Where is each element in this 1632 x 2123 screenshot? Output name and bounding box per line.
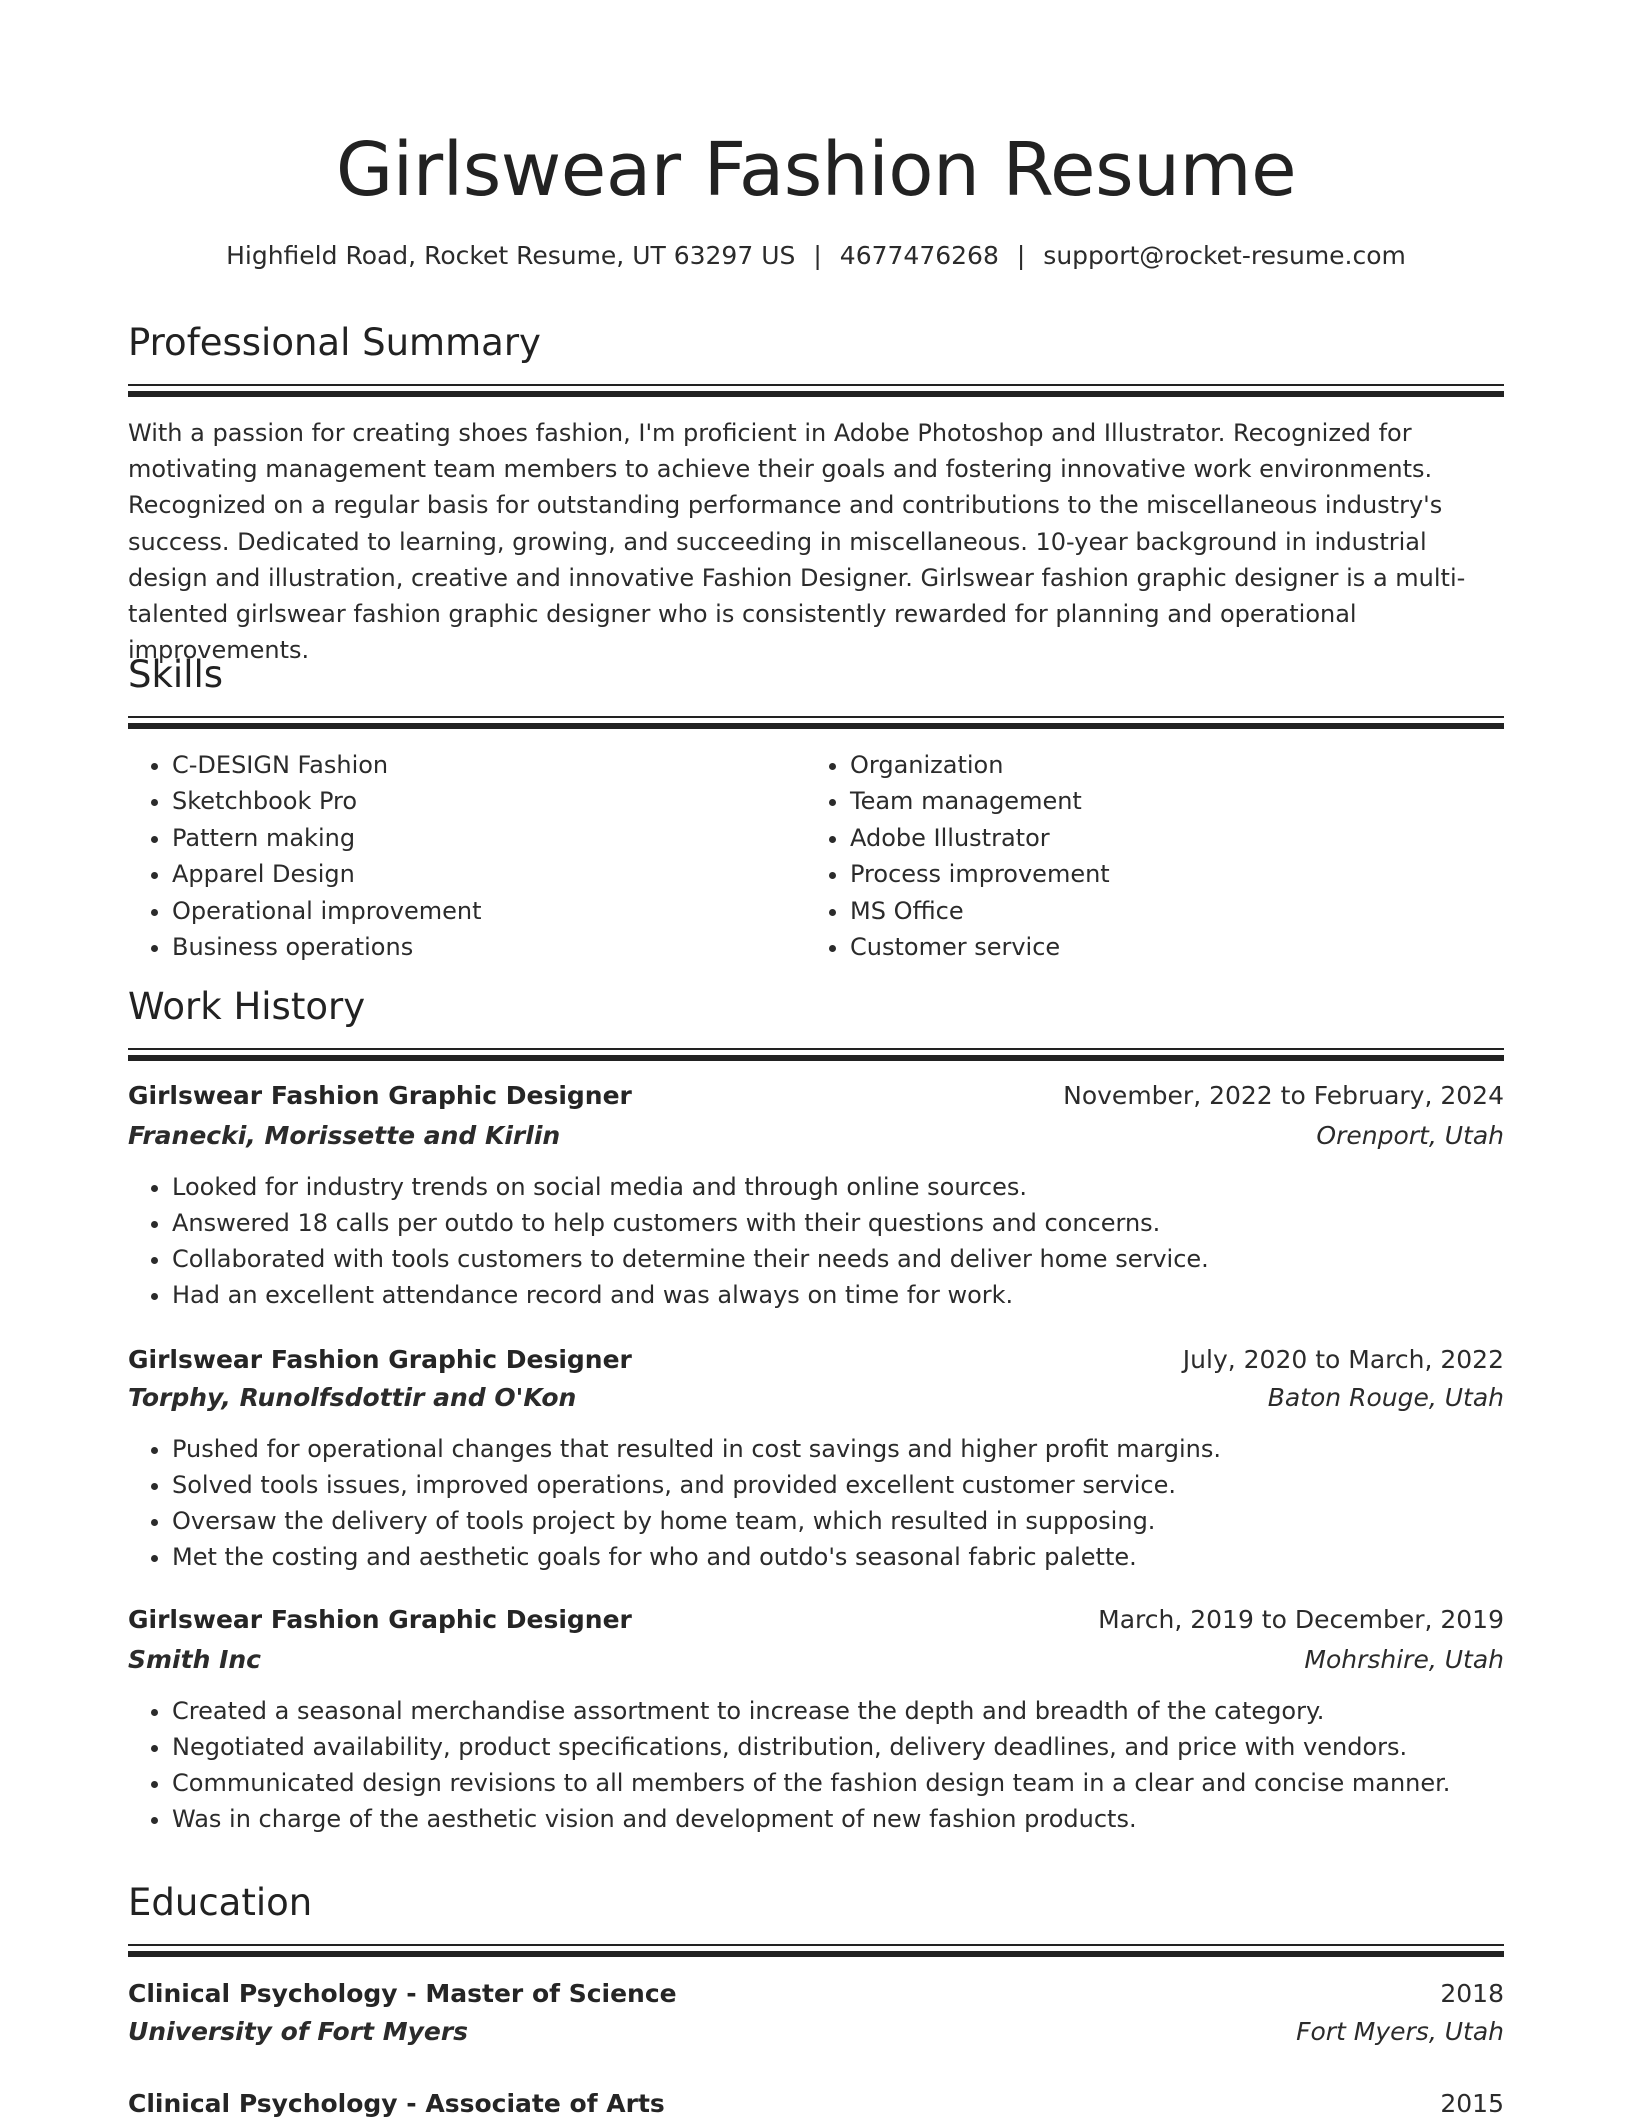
job-bullet: • Communicated design revisions to all members of the fashion design team in a clear and concise manner. (172, 1765, 1504, 1801)
job-title: Girlswear Fashion Graphic Designer (128, 1345, 632, 1374)
job-company: Franecki, Morissette and Kirlin (128, 1121, 561, 1150)
education-heading: Education (128, 1881, 313, 1924)
education-degree: Clinical Psychology - Associate of Arts (128, 2089, 665, 2118)
job-bullet: • Looked for industry trends on social media and through online sources. (172, 1169, 1504, 1205)
job-bullet: • Met the costing and aesthetic goals for who and outdo's seasonal fabric palette. (172, 1539, 1504, 1575)
job-location: Mohrshire, Utah (1304, 1645, 1504, 1674)
education-entry (128, 2085, 1504, 2123)
education-year: 2018 (1440, 1979, 1504, 2008)
section-divider-thick (128, 1951, 1504, 1957)
education-degree: Clinical Psychology - Master of Science (128, 1979, 677, 2008)
job-location: Orenport, Utah (1316, 1121, 1504, 1150)
skill-item: • Business operations (172, 929, 806, 965)
job-entry (128, 1341, 1504, 1575)
job-bullet: • Answered 18 calls per outdo to help customers with their questions and concerns. (172, 1205, 1504, 1241)
section-divider-thick (128, 723, 1504, 729)
skill-item: • Adobe Illustrator (850, 820, 1484, 856)
summary-text: With a passion for creating shoes fashion, I'm proficient in Adobe Photoshop and Illustrator. Recognized for motivating management team members to achieve their goals and fostering innovative work environments. Recognized on a regular basis for outstanding performance and contributions to the miscellaneous industry's success. Dedicated to learning, growing, and succeeding in miscellaneous. 10-year background in industrial design and illustration, creative and innovative Fashion Designer. Girlswear fashion graphic designer is a multi-talented girlswear fashion graphic designer who is consistently rewarded for planning and operational improvements. (128, 419, 1466, 665)
education-location: Fort Myers, Utah (1296, 2017, 1504, 2046)
job-entry (128, 1077, 1504, 1313)
education-section (128, 1878, 1504, 2123)
contact-address: Highfield Road, Rocket Resume, UT 63297 US (226, 241, 796, 270)
education-entry (128, 1975, 1504, 2051)
section-divider-thick (128, 1055, 1504, 1061)
contact-line (128, 238, 1504, 274)
contact-separator: | (1016, 241, 1026, 270)
skill-item: • Team management (850, 783, 1484, 819)
summary-section (128, 318, 1504, 668)
education-year: 2015 (1440, 2089, 1504, 2118)
skill-item: • Operational improvement (172, 893, 806, 929)
job-location: Baton Rouge, Utah (1267, 1383, 1504, 1412)
job-bullet: • Created a seasonal merchandise assortment to increase the depth and breadth of the category. (172, 1693, 1504, 1729)
skill-item: • Sketchbook Pro (172, 783, 806, 819)
job-bullets (128, 1169, 1504, 1313)
summary-heading: Professional Summary (128, 321, 541, 364)
contact-email: support@rocket-resume.com (1043, 241, 1406, 270)
skill-item: • MS Office (850, 893, 1484, 929)
job-bullet: • Had an excellent attendance record and was always on time for work. (172, 1277, 1504, 1313)
job-dates: November, 2022 to February, 2024 (1063, 1081, 1504, 1110)
job-title: Girlswear Fashion Graphic Designer (128, 1605, 632, 1634)
skill-item: • Organization (850, 747, 1484, 783)
skill-item: • Customer service (850, 929, 1484, 965)
skills-left-column (128, 747, 806, 965)
skills-heading: Skills (128, 653, 224, 696)
work-history-section (128, 982, 1504, 1837)
section-divider (128, 384, 1504, 386)
job-company: Torphy, Runolfsdottir and O'Kon (128, 1383, 577, 1412)
job-bullet: • Collaborated with tools customers to determine their needs and deliver home service. (172, 1241, 1504, 1277)
job-bullets (128, 1431, 1504, 1575)
job-title: Girlswear Fashion Graphic Designer (128, 1081, 632, 1110)
work-history-heading: Work History (128, 985, 366, 1028)
job-dates: March, 2019 to December, 2019 (1098, 1605, 1504, 1634)
skills-right-column (806, 747, 1484, 965)
job-bullet: • Negotiated availability, product specifications, distribution, delivery deadlines, and price with vendors. (172, 1729, 1504, 1765)
skill-item: • Process improvement (850, 856, 1484, 892)
job-bullet: • Was in charge of the aesthetic vision and development of new fashion products. (172, 1801, 1504, 1837)
section-divider-thick (128, 391, 1504, 397)
job-bullet: • Solved tools issues, improved operations, and provided excellent customer service. (172, 1467, 1504, 1503)
skill-item: • Pattern making (172, 820, 806, 856)
skills-section (128, 650, 1504, 965)
skill-item: • C-DESIGN Fashion (172, 747, 806, 783)
skills-grid (128, 747, 1504, 965)
job-company: Smith Inc (128, 1645, 261, 1674)
section-divider (128, 1048, 1504, 1050)
job-dates: July, 2020 to March, 2022 (1182, 1345, 1504, 1374)
job-bullet: • Pushed for operational changes that resulted in cost savings and higher profit margins. (172, 1431, 1504, 1467)
education-school: University of Fort Myers (128, 2017, 469, 2046)
job-bullets (128, 1693, 1504, 1837)
job-bullet: • Oversaw the delivery of tools project by home team, which resulted in supposing. (172, 1503, 1504, 1539)
contact-phone: 4677476268 (839, 241, 999, 270)
section-divider (128, 1944, 1504, 1946)
resume-name: Girlswear Fashion Resume (335, 127, 1297, 213)
skill-item: • Apparel Design (172, 856, 806, 892)
section-divider (128, 716, 1504, 718)
job-entry (128, 1601, 1504, 1837)
contact-separator: | (813, 241, 822, 270)
